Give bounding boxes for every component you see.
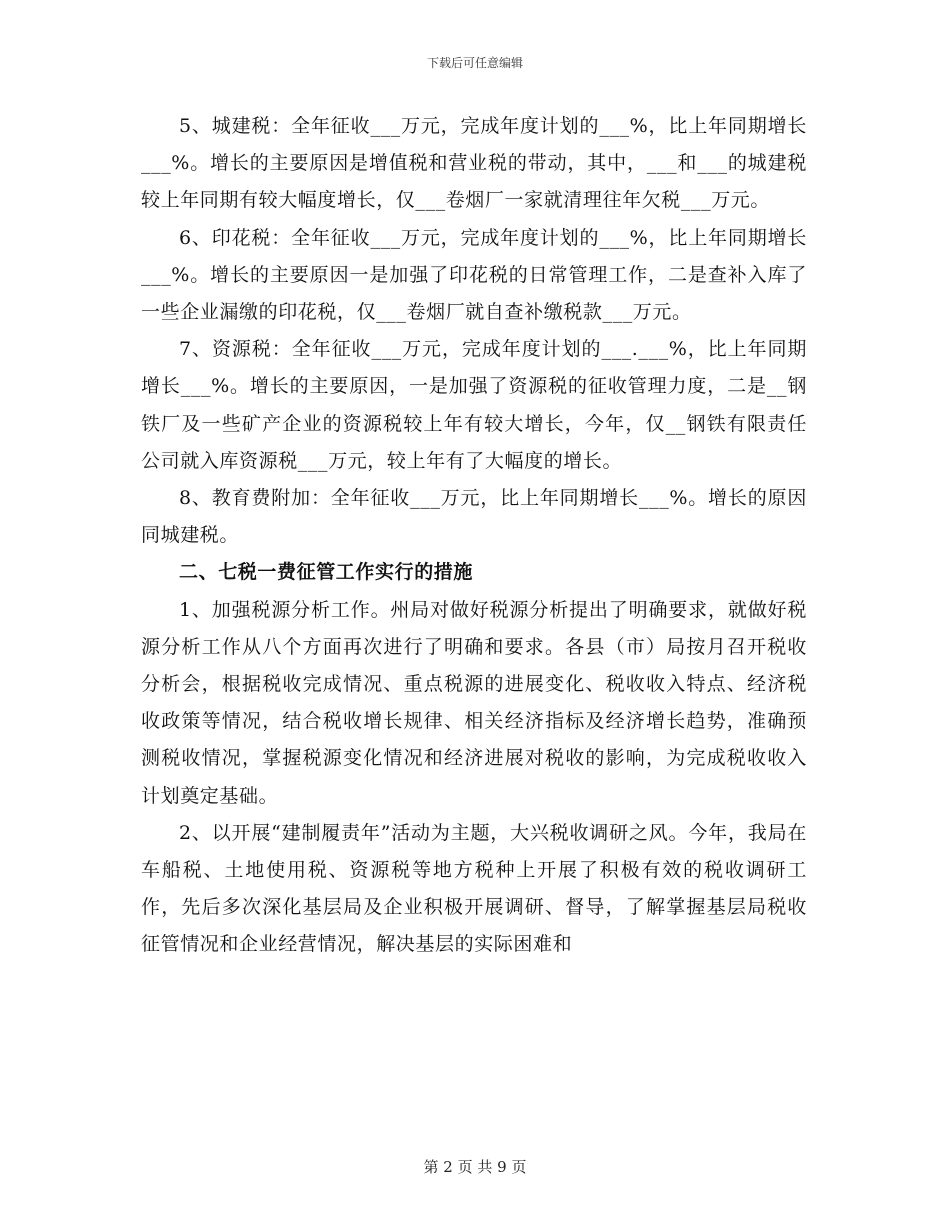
paragraph-stamp-tax: 6、印花税：全年征收___万元，完成年度计划的___%，比上年同期增长___%。增长的主要原因一是加强了印花税的日常管理工作，二是查补入库了一些企业漏缴的印花税，仅___卷烟厂就自查补缴税款___万元。 (141, 226, 807, 324)
page-header-note: 下载后可任意编辑 (426, 56, 523, 70)
paragraph-education-surcharge: 8、教育费附加：全年征收___万元，比上年同期增长___%。增长的原因同城建税。 (141, 487, 807, 547)
paragraph-city-construction-tax: 5、城建税：全年征收___万元，完成年度计划的___%，比上年同期增长___%。增长的主要原因是增值税和营业税的带动，其中，___和___的城建税较上年同期有较大幅度增长，仅___卷烟厂一家就清理往年欠税___万元。 (141, 115, 807, 212)
paragraph-measure-1: 1、加强税源分析工作。州局对做好税源分析提出了明确要求，就做好税源分析工作从八个方面再次进行了明确和要求。各县（市）局按月召开税收分析会，根据税收完成情况、重点税源的进展变化、税收收入特点、经济税收政策等情况，结合税收增长规律、相关经济指标及经济增长趋势，准确预测税收情况，掌握税源变化情况和经济进展对税收的影响，为完成税收收入计划奠定基础。 (141, 598, 807, 807)
paragraph-measure-2: 2、以开展“建制履责年”活动为主题，大兴税收调研之风。今年，我局在车船税、土地使用税、资源税等地方税种上开展了积极有效的税收调研工作，先后多次深化基层局及企业积极开展调研、督导，了解掌握基层局税收征管情况和企业经营情况，解决基层的实际困难和 (141, 821, 807, 956)
section-heading: 二、七税一费征管工作实行的措施 (179, 561, 474, 584)
paragraph-resource-tax: 7、资源税：全年征收___万元，完成年度计划的___.___%，比上年同期增长___%。增长的主要原因，一是加强了资源税的征收管理力度，二是__钢铁厂及一些矿产企业的资源税较上年有较大增长，今年，仅__钢铁有限责任公司就入库资源税___万元，较上年有了大幅度的增长。 (141, 338, 807, 472)
document-body (141, 108, 807, 964)
page-number: 第 2 页 共 9 页 (423, 1158, 527, 1176)
